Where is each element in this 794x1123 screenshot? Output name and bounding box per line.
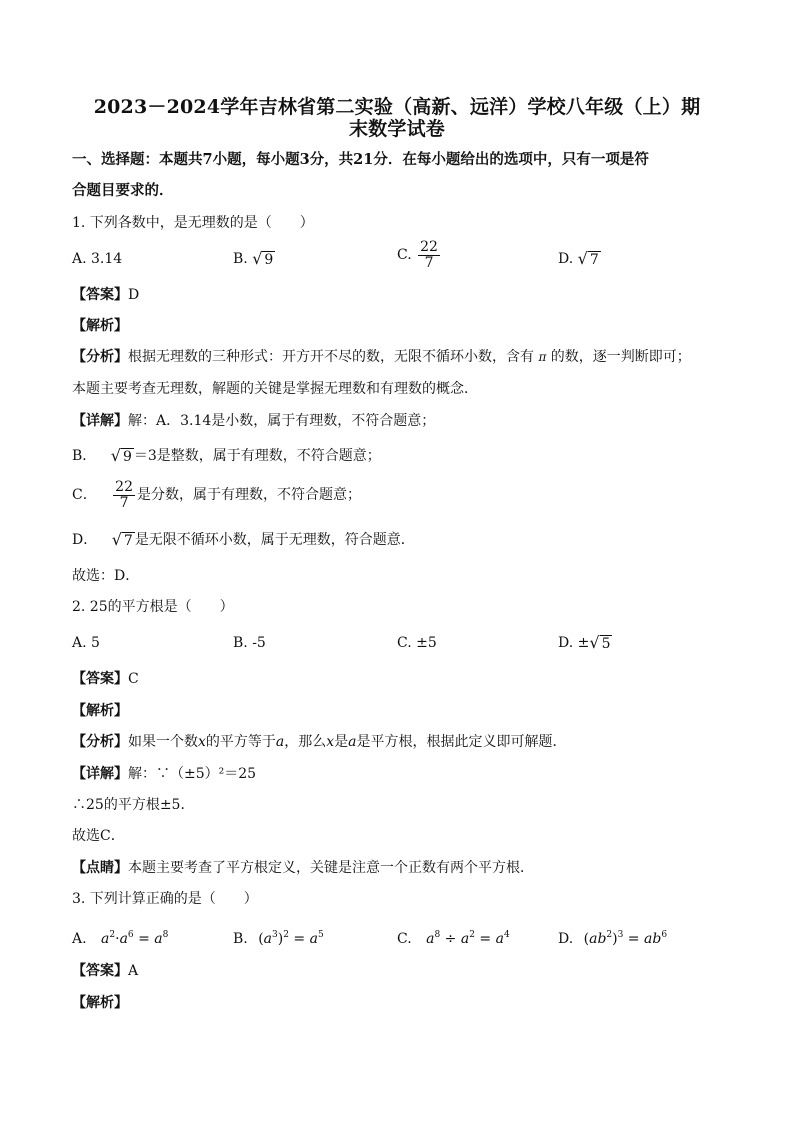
q2-answer [72,669,139,689]
q1-stem: 1. 下列各数中，是无理数的是（ ） [72,215,314,231]
q1-detail-d-radicand: 7 [123,533,133,549]
variable-a: a [275,734,285,750]
q3-option-a-formula: $a^2\cdot a^6 = a^8$ [101,930,169,947]
q2-fenxi-text: 是 [334,734,349,750]
q1-detail-d [72,530,415,550]
q1-answer-value: D [128,287,140,303]
q1-option-c [397,240,442,270]
q1-option-b [233,249,275,269]
q1-detail-b-label: B． [72,448,97,464]
fenxi-tag: 【分析】 [72,734,128,750]
q1-option-b-radicand: 9 [264,252,274,268]
q1-detail-d-label: D． [72,532,98,548]
q1-option-d-label: D. [558,251,574,267]
q2-fenxi-text: 如果一个数 [128,734,198,750]
q1-detail-c-text: 是分数，属于有理数，不符合题意； [137,487,361,504]
q2-analysis-tag: 【解析】 [72,703,128,719]
q2-dianjing-text: 本题主要考查了平方根定义，关键是注意一个正数有两个平方根． [128,860,534,876]
q1-conclusion: 故选：D． [72,568,140,584]
q1-detail-c [72,480,361,510]
q3-option-b [233,925,324,949]
sqrt-symbol: √ 9 [252,249,274,268]
section1-heading-line1: 一、选择题：本题共7小题，每小题3分，共21分．在每小题给出的选项中，只有一项是符 [72,151,649,168]
q2-conclusion: 故选C． [72,828,125,844]
q3-option-c-formula: $a^8 \div a^2 = a^4$ [426,930,510,947]
variable-x: x [198,734,206,750]
q1-analysis-tag: 【解析】 [72,318,128,334]
q1-detail-b-radicand: 9 [122,449,132,465]
q2-option-d-label: D. ± [558,635,590,651]
q1-xiangjie [72,411,435,431]
answer-tag: 【答案】 [72,287,128,303]
fenxi-tag: 【分析】 [72,349,128,365]
q1-answer [72,285,139,305]
q3-option-d-formula: $(ab^2)^3 = ab^6$ [583,930,668,947]
sqrt-symbol: √ 5 [589,633,611,652]
q3-option-a [72,925,168,949]
q1-option-c-numerator: 22 [420,239,438,255]
q1-fenxi-text-a: 根据无理数的三种形式：开方开不尽的数，无限不循环小数，含有 [128,349,534,365]
q2-xiangjie-text: 解：∵（±5）²＝25 [128,766,257,782]
pi-symbol: π [538,350,547,364]
sqrt-symbol: √ 7 [577,249,599,268]
q2-fenxi-text: 的平方等于 [205,734,276,750]
sqrt-symbol: √ 7 [111,530,133,549]
q1-option-a: A. 3.14 [72,251,123,267]
q1-detail-b [72,446,381,466]
q3-option-c [397,925,510,949]
q1-detail-c-numerator: 22 [115,479,133,495]
q1-option-c-denominator: 7 [424,254,434,271]
sqrt-symbol: √ 9 [110,446,132,465]
q3-analysis-tag: 【解析】 [72,995,128,1011]
dianjing-tag: 【点睛】 [72,860,128,876]
variable-a: a [348,734,357,750]
q2-dianjing [72,858,534,878]
q2-stem: 2. 25的平方根是（ ） [72,599,234,615]
q1-option-d-radicand: 7 [589,252,599,268]
q3-option-d [558,925,667,949]
q3-answer [72,961,138,981]
q2-option-b: B. -5 [233,635,266,651]
q1-detail-b-text: ＝3是整数，属于有理数，不符合题意； [133,448,381,464]
q1-option-b-label: B. [233,251,248,267]
q1-fenxi-line2: 本题主要考查无理数，解题的关键是掌握无理数和有理数的概念． [72,381,478,397]
xiangjie-tag: 【详解】 [72,766,128,782]
q3-option-d-label: D. [558,931,574,947]
q2-option-d-radicand: 5 [601,636,611,652]
exam-title-line1: 2023－2024学年吉林省第二实验（高新、远洋）学校八年级（上）期 [93,96,701,118]
q2-option-c: C. ±5 [397,635,437,651]
variable-x: x [326,734,335,750]
fraction [418,240,440,270]
q2-therefore: ∴25的平方根±5． [72,797,195,813]
exam-title-line2: 末数学试卷 [348,118,445,140]
answer-tag: 【答案】 [72,963,128,979]
q3-option-c-label: C. [397,931,412,947]
q2-xiangjie [72,764,256,784]
q1-fenxi [72,347,691,367]
q3-option-a-label: A. [72,931,87,947]
q2-answer-value: C [128,671,139,687]
fraction [113,480,135,510]
answer-tag: 【答案】 [72,671,128,687]
section1-heading-line2: 合题目要求的． [72,182,174,199]
q1-option-d [558,249,601,269]
q3-option-b-label: B. [233,931,248,947]
xiangjie-tag: 【详解】 [72,413,128,429]
q2-fenxi-text: ，那么 [284,734,327,750]
q1-xiangjie-text: 解：A．3.14是小数，属于有理数，不符合题意； [128,413,436,429]
q1-fenxi-text-b: 的数，逐一判断即可； [550,349,691,365]
q1-detail-c-denominator: 7 [119,494,129,511]
q3-option-b-formula: $(a^3)^2 = a^5$ [258,930,324,947]
q3-stem: 3. 下列计算正确的是（ ） [72,891,258,907]
q2-option-d [558,633,612,653]
q1-detail-d-text: 是无限不循环小数，属于无理数，符合题意． [134,532,415,548]
q2-fenxi [72,732,567,752]
q2-fenxi-text: 是平方根，根据此定义即可解题． [356,734,567,750]
q3-answer-value: A [128,963,139,979]
q1-option-c-label: C. [397,247,412,264]
q2-option-a: A. 5 [72,635,100,651]
q1-detail-c-label: C． [72,487,97,504]
